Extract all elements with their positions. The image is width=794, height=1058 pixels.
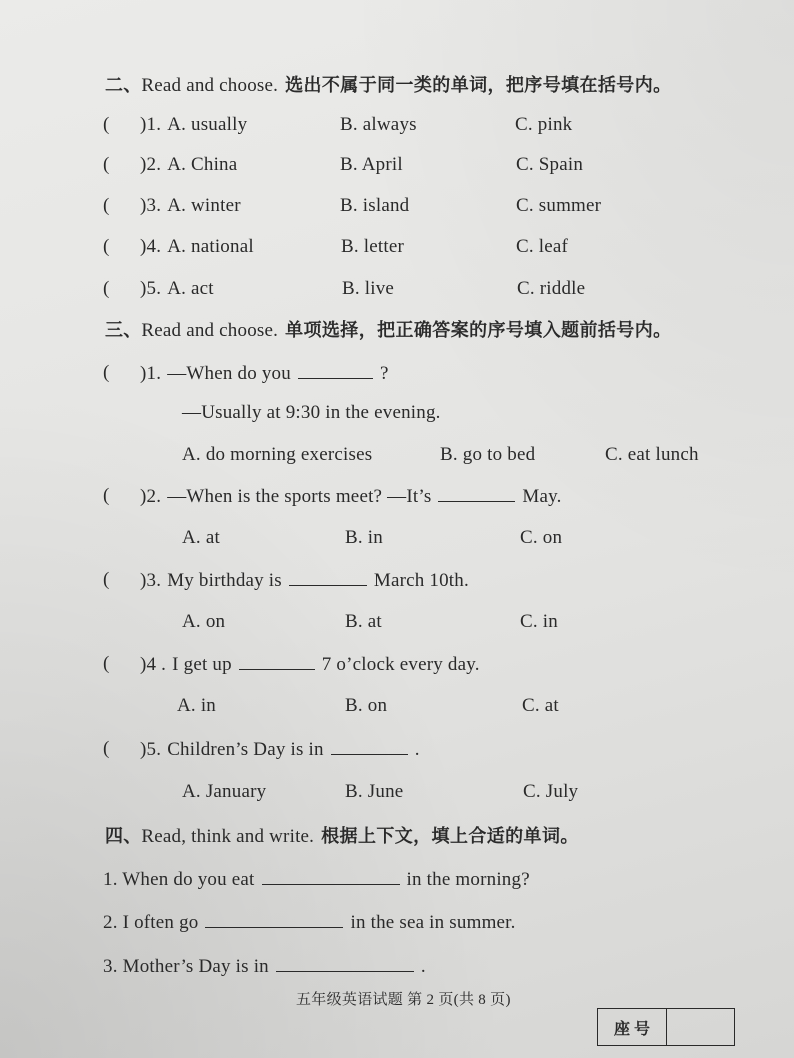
option-b: B. June <box>345 781 404 802</box>
question-line <box>140 568 469 593</box>
question-number: )3. <box>140 570 162 591</box>
option-b: B. April <box>340 154 403 175</box>
option-c: C. riddle <box>517 278 586 299</box>
fill-in-item <box>0 867 794 891</box>
question-stem-before: —When is the sports meet? —It’s <box>167 486 432 507</box>
question-stem-before: My birthday is <box>167 570 282 591</box>
option-a: A. winter <box>167 195 241 216</box>
fill-in-item <box>0 954 794 978</box>
answer-blank <box>289 568 367 586</box>
question-number: )4. <box>140 236 162 257</box>
answer-paren-open: ( <box>103 569 110 590</box>
fill-in-line <box>103 910 516 935</box>
answer-paren-open: ( <box>103 154 110 175</box>
fill-in-before: 3. Mother’s Day is in <box>103 956 269 977</box>
multiple-choice-question <box>0 484 794 508</box>
section-4-title <box>105 824 579 849</box>
odd-one-out-item <box>0 235 794 259</box>
question-number: )2. <box>140 154 162 175</box>
fill-in-before: 1. When do you eat <box>103 869 255 890</box>
section-2-label: 二、 <box>105 75 142 95</box>
option-a: A. China <box>167 154 238 175</box>
answer-paren-open: ( <box>103 738 110 759</box>
fill-in-blank <box>276 954 414 972</box>
odd-one-out-item <box>0 113 794 137</box>
answer-paren-open: ( <box>103 236 110 257</box>
seat-number-label: 座 号 <box>598 1009 667 1045</box>
question-reply: —Usually at 9:30 in the evening. <box>182 402 441 423</box>
answer-blank <box>298 361 373 379</box>
section-3-label: 三、 <box>105 320 142 340</box>
option-a: A. usually <box>167 114 248 135</box>
question-stem-after: ? <box>379 363 389 384</box>
fill-in-blank <box>262 867 400 885</box>
option-a: A. January <box>182 781 267 802</box>
question-stem-after: 7 o’clock every day. <box>321 654 480 675</box>
answer-paren-open: ( <box>103 485 110 506</box>
option-c: C. in <box>520 611 558 632</box>
option-a: A. at <box>182 527 220 548</box>
options-row <box>0 694 794 718</box>
answer-paren-open: ( <box>103 195 110 216</box>
question-number: )1. <box>140 363 162 384</box>
question-number: )1. <box>140 114 162 135</box>
fill-in-after: . <box>420 956 426 977</box>
option-b: B. always <box>340 114 417 135</box>
multiple-choice-question <box>0 568 794 592</box>
answer-paren-open: ( <box>103 653 110 674</box>
section-3-title-en: Read and choose. <box>141 320 279 341</box>
multiple-choice-question <box>0 652 794 676</box>
option-a: A. act <box>167 278 214 299</box>
answer-paren-open: ( <box>103 362 110 383</box>
fill-in-item <box>0 910 794 934</box>
question-stem-before: I get up <box>172 654 232 675</box>
question-number-and-option-a <box>140 113 247 137</box>
option-a: A. on <box>182 611 226 632</box>
option-b: B. go to bed <box>440 444 536 465</box>
question-stem-after: . <box>414 739 420 760</box>
question-number: )2. <box>140 486 162 507</box>
question-number: )5. <box>140 739 162 760</box>
options-row <box>0 610 794 634</box>
option-b: B. at <box>345 611 382 632</box>
fill-in-line <box>103 954 426 979</box>
section-4-header <box>0 824 794 848</box>
option-c: C. pink <box>515 114 573 135</box>
question-stem-before: Children’s Day is in <box>167 739 324 760</box>
question-stem-after: March 10th. <box>373 570 469 591</box>
option-a: A. in <box>177 695 216 716</box>
section-4-title-en: Read, think and write. <box>141 826 315 847</box>
odd-one-out-item <box>0 277 794 301</box>
question-line <box>140 652 480 677</box>
option-c: C. summer <box>516 195 602 216</box>
seat-number-box <box>597 1008 735 1046</box>
option-b: B. live <box>342 278 395 299</box>
fill-in-before: 2. I often go <box>103 912 199 933</box>
option-a: A. do morning exercises <box>182 444 373 465</box>
fill-in-blank <box>205 910 343 928</box>
fill-in-after: in the morning? <box>406 869 530 890</box>
question-number: )4 . <box>140 654 167 675</box>
section-3-title-zh: 单项选择，把正确答案的序号填入题前括号内。 <box>285 320 672 340</box>
option-b: B. letter <box>341 236 405 257</box>
option-c: C. leaf <box>516 236 569 257</box>
option-a: A. national <box>167 236 254 257</box>
section-4-label: 四、 <box>105 826 142 846</box>
question-number-and-option-a <box>140 277 214 301</box>
question-number-and-option-a <box>140 235 254 259</box>
option-c: C. on <box>520 527 563 548</box>
seat-number-cell <box>667 1009 734 1045</box>
multiple-choice-question <box>0 361 794 385</box>
options-row <box>0 526 794 550</box>
fill-in-after: in the sea in summer. <box>350 912 516 933</box>
answer-blank <box>331 737 408 755</box>
multiple-choice-question <box>0 737 794 761</box>
option-b: B. island <box>340 195 410 216</box>
answer-blank <box>438 484 515 502</box>
answer-paren-open: ( <box>103 114 110 135</box>
question-number: )3. <box>140 195 162 216</box>
question-stem-before: —When do you <box>167 363 291 384</box>
question-line <box>140 484 562 509</box>
odd-one-out-item <box>0 194 794 218</box>
options-row <box>0 443 794 467</box>
answer-paren-open: ( <box>103 278 110 299</box>
section-3-title <box>105 318 672 343</box>
section-3-header <box>0 318 794 342</box>
option-c: C. July <box>523 781 579 802</box>
odd-one-out-item <box>0 153 794 177</box>
question-number-and-option-a <box>140 194 241 218</box>
option-b: B. in <box>345 527 383 548</box>
option-b: B. on <box>345 695 388 716</box>
section-2-title-zh: 选出不属于同一类的单词，把序号填在括号内。 <box>285 75 672 95</box>
option-c: C. at <box>522 695 559 716</box>
page-footer: 五年级英语试题 第 2 页(共 8 页) <box>296 992 511 1008</box>
section-4-title-zh: 根据上下文，填上合适的单词。 <box>321 826 579 846</box>
question-number: )5. <box>140 278 162 299</box>
reply-line <box>0 401 794 425</box>
answer-blank <box>239 652 315 670</box>
question-line <box>140 737 420 762</box>
section-2-title-en: Read and choose. <box>141 75 279 96</box>
question-number-and-option-a <box>140 153 237 177</box>
option-c: C. Spain <box>516 154 584 175</box>
option-c: C. eat lunch <box>605 444 699 465</box>
question-line <box>140 361 389 386</box>
options-row <box>0 780 794 804</box>
question-stem-after: May. <box>522 486 562 507</box>
section-2-header <box>0 73 794 97</box>
section-2-title <box>105 73 672 98</box>
fill-in-line <box>103 867 530 892</box>
